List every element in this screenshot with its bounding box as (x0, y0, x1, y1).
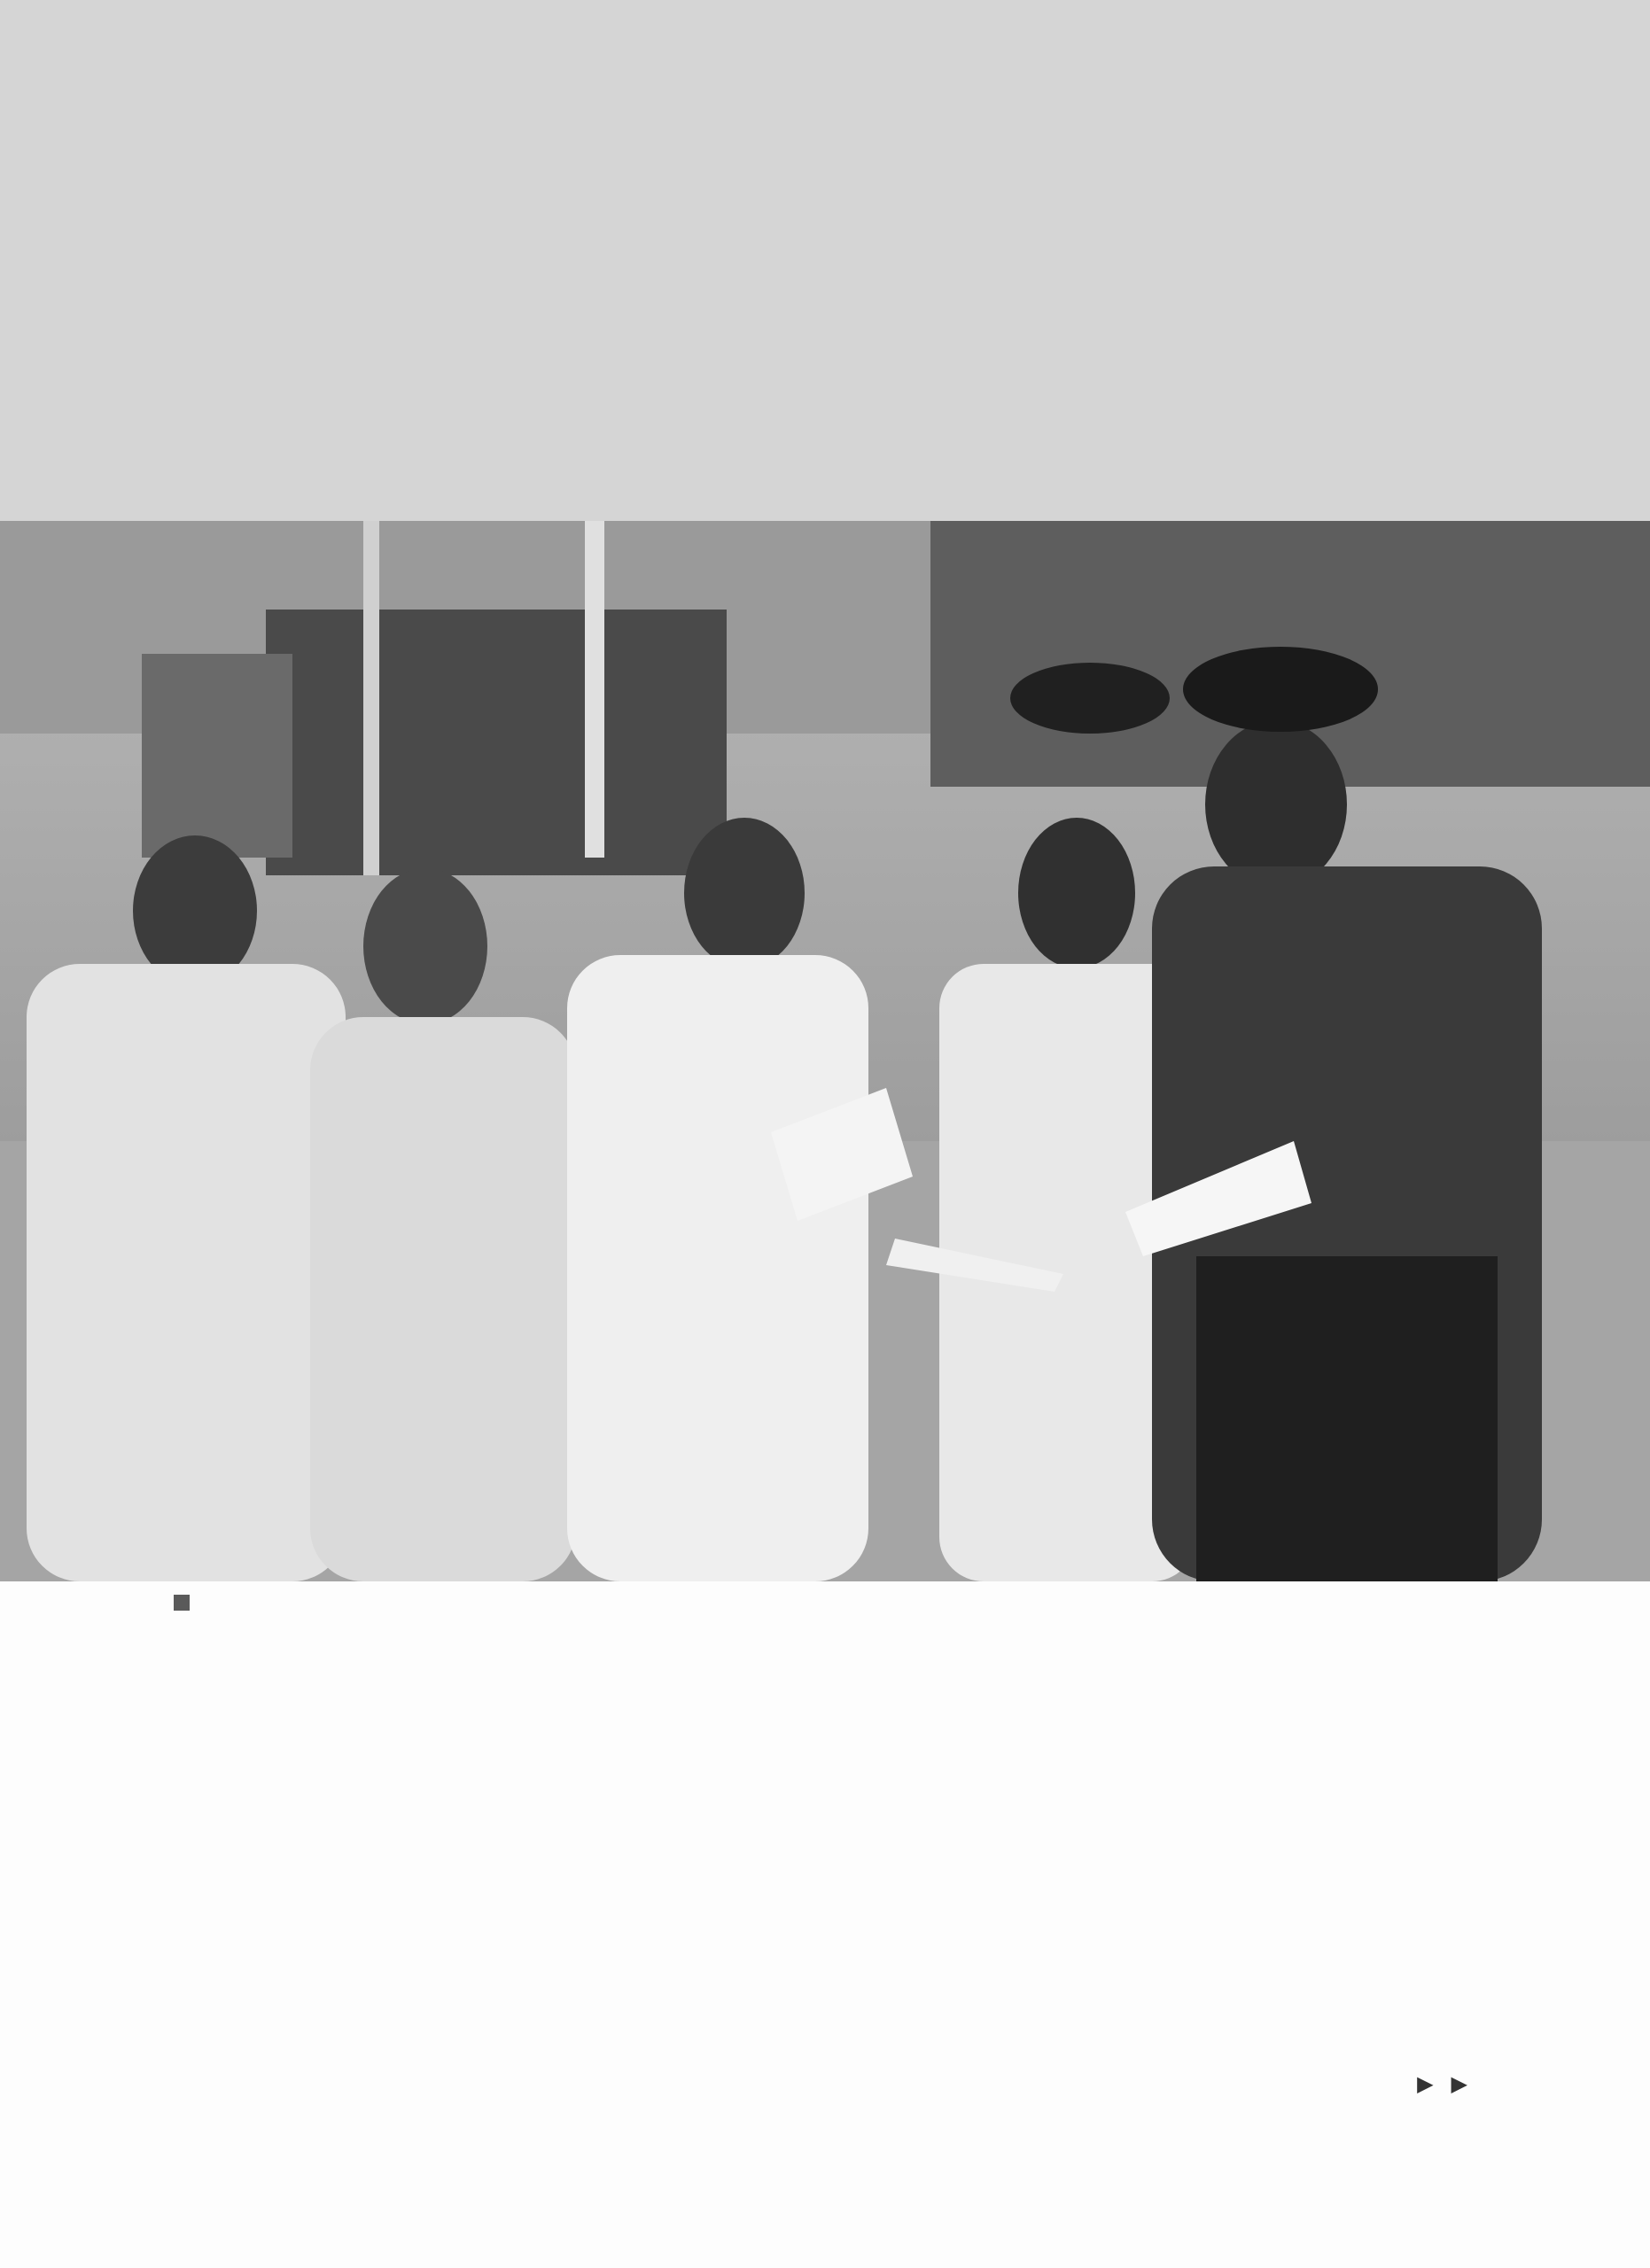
article-column-right (849, 1595, 1567, 1596)
news-photo-illustration (0, 521, 1650, 1581)
page-footer (1408, 2071, 1476, 2096)
triangle-right-icon: ▶ (1417, 2071, 1434, 2096)
news-photo (0, 521, 1650, 1581)
square-bullet-icon (174, 1595, 190, 1611)
header-band (0, 0, 1650, 521)
article-byline (174, 1595, 891, 1611)
triangle-right-icon: ▶ (1451, 2071, 1467, 2096)
article-column-left (174, 1595, 891, 1612)
